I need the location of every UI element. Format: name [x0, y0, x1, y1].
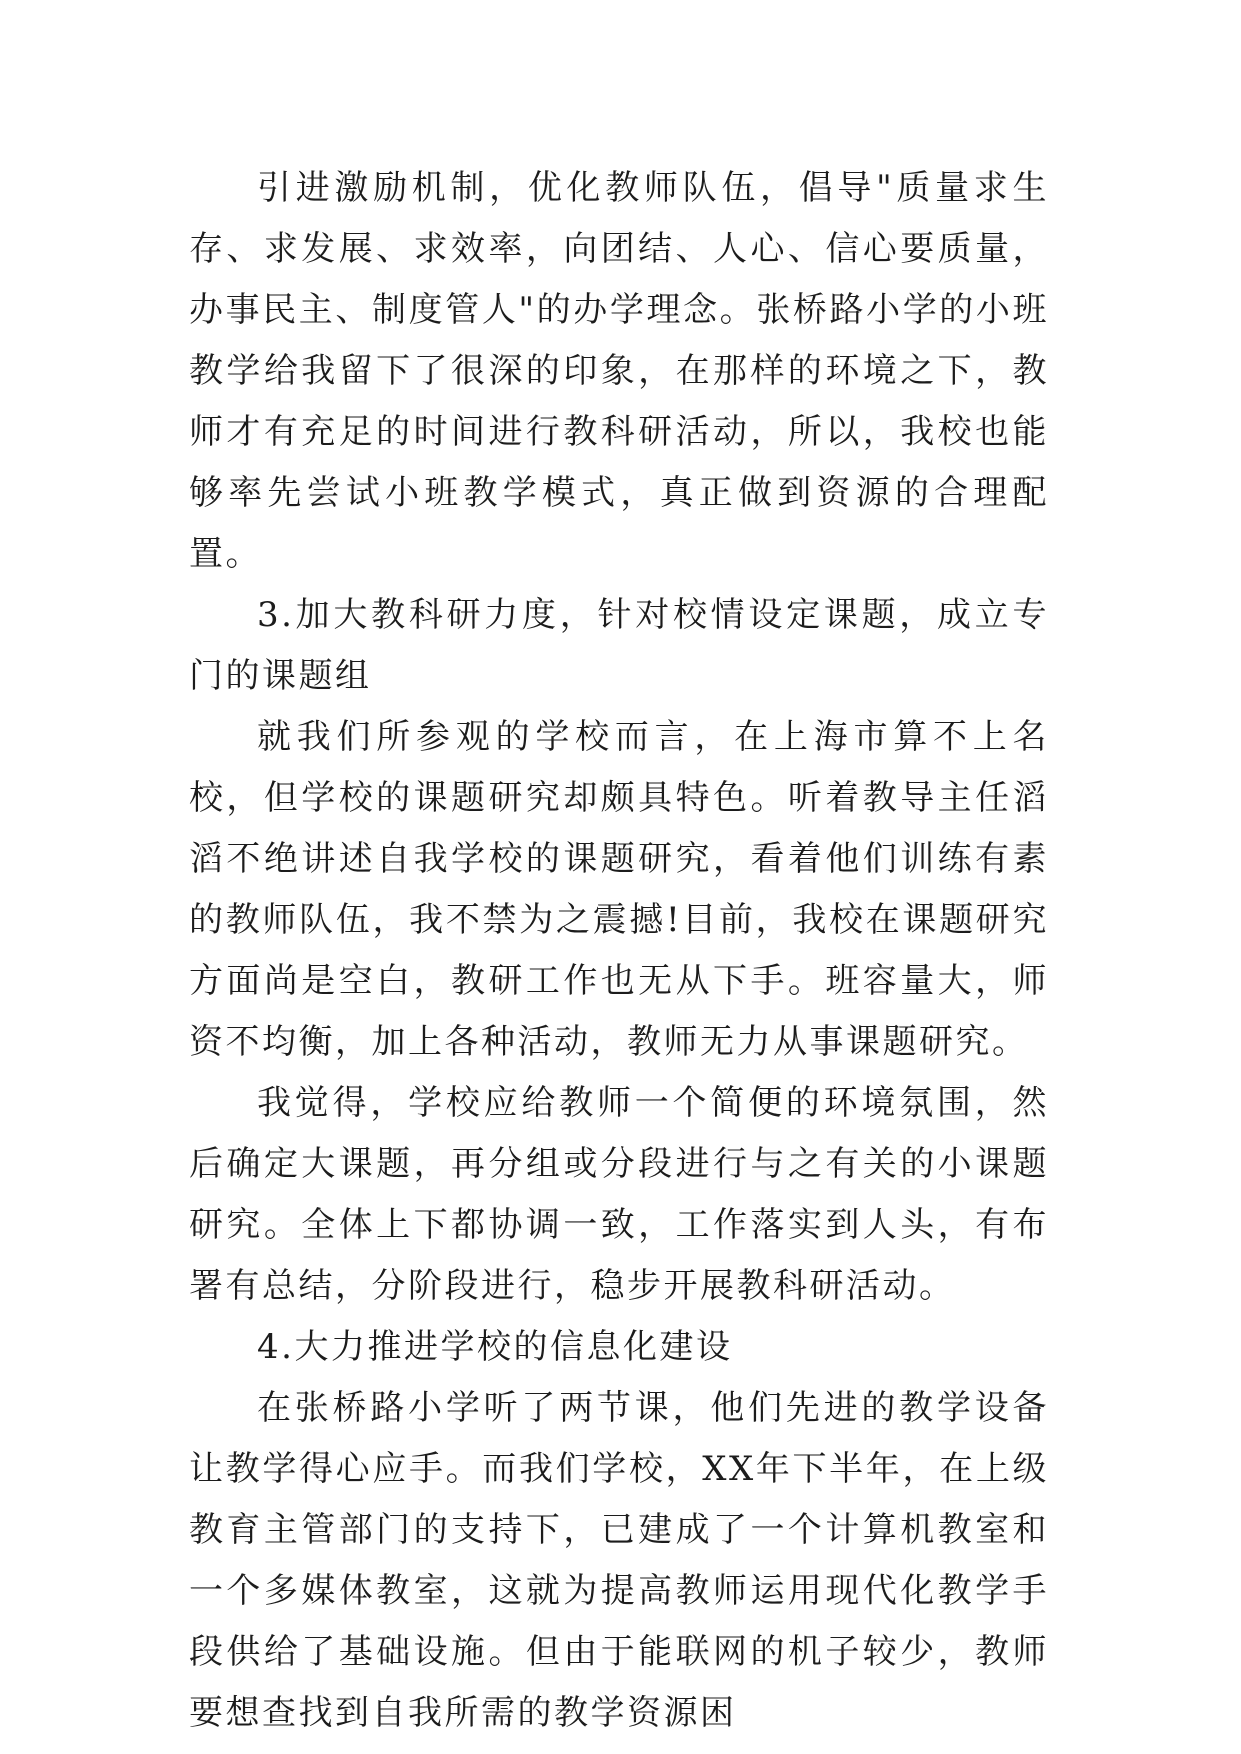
- body-paragraph: 就我们所参观的学校而言，在上海市算不上名校，但学校的课题研究却颇具特色。听着教导主任滔滔不绝讲述自我学校的课题研究，看着他们训练有素的教师队伍，我不禁为之震撼!目前，我校在课题研究方面尚是空白，教研工作也无从下手。班容量大，师资不均衡，加上各种活动，教师无力从事课题研究。: [189, 717, 1049, 1062]
- body-paragraph: 在张桥路小学听了两节课，他们先进的教学设备让教学得心应手。而我们学校，XX年下半年，在上级教育主管部门的支持下，已建成了一个计算机教室和一个多媒体教室，这就为提高教师运用现代化教学手段供给了基础设施。但由于能联网的机子较少，教师要想查找到自我所需的教学资源困: [189, 1388, 1049, 1733]
- document-page: [189, 158, 1049, 1744]
- section-heading: 3.加大教科研力度，针对校情设定课题，成立专门的课题组: [189, 595, 1049, 696]
- body-paragraph: 我觉得，学校应给教师一个简便的环境氛围，然后确定大课题，再分组或分段进行与之有关的小课题研究。全体上下都协调一致，工作落实到人头，有布署有总结，分阶段进行，稳步开展教科研活动。: [189, 1083, 1049, 1306]
- body-paragraph: 引进激励机制，优化教师队伍，倡导"质量求生存、求发展、求效率，向团结、人心、信心要质量，办事民主、制度管人"的办学理念。张桥路小学的小班教学给我留下了很深的印象，在那样的环境之下，教师才有充足的时间进行教科研活动，所以，我校也能够率先尝试小班教学模式，真正做到资源的合理配置。: [189, 168, 1049, 574]
- section-heading: 4.大力推进学校的信息化建设: [257, 1327, 733, 1367]
